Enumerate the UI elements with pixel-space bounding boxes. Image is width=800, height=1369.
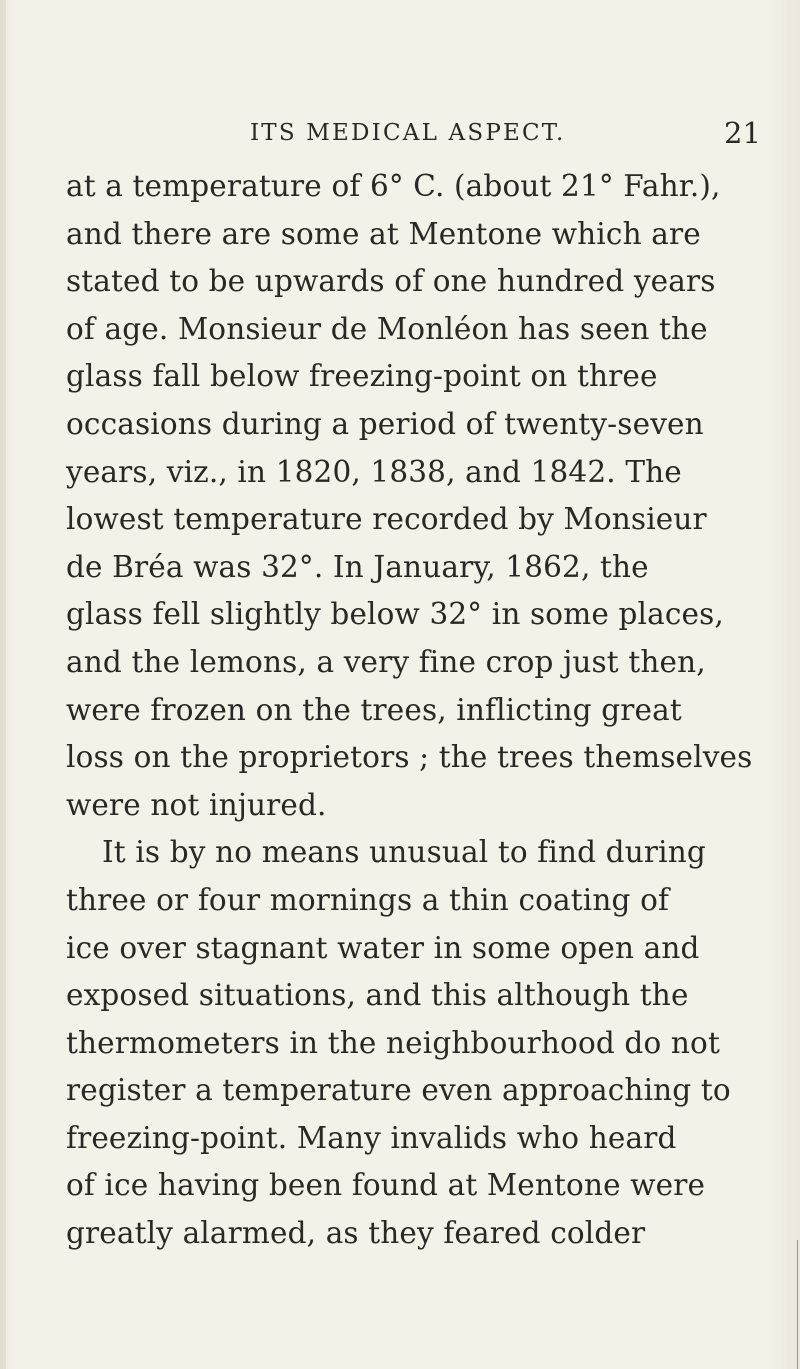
text-line: exposed situations, and this although the <box>66 978 689 1013</box>
text-line: three or four mornings a thin coating of <box>66 882 670 917</box>
text-line: and there are some at Mentone which are <box>66 216 701 251</box>
text-line: and the lemons, a very fine crop just then, <box>66 644 706 679</box>
text-line: years, viz., in 1820, 1838, and 1842. The <box>66 454 682 489</box>
body-text <box>66 163 766 1258</box>
page-left-edge <box>0 0 6 1369</box>
page-edge-rule <box>797 1240 798 1369</box>
running-head <box>0 113 800 153</box>
text-line: freezing-point. Many invalids who heard <box>66 1120 677 1155</box>
text-line: loss on the proprietors ; the trees themselves <box>66 740 753 775</box>
text-line: ice over stagnant water in some open and <box>66 930 700 965</box>
text-line: thermometers in the neighbourhood do not <box>66 1025 720 1060</box>
text-line: occasions during a period of twenty-seven <box>66 406 704 441</box>
text-line: of age. Monsieur de Monléon has seen the <box>66 311 708 346</box>
page-number: 21 <box>724 116 761 150</box>
text-line: were frozen on the trees, inflicting great <box>66 692 682 727</box>
text-line: of ice having been found at Mentone were <box>66 1168 706 1203</box>
paragraph-start-line: It is by no means unusual to find during <box>102 835 706 870</box>
text-line: stated to be upwards of one hundred years <box>66 264 716 299</box>
text-line: glass fall below freezing-point on three <box>66 359 658 394</box>
text-line: glass fell slightly below 32° in some places, <box>66 597 724 632</box>
text-line: de Bréa was 32°. In January, 1862, the <box>66 549 649 584</box>
text-line: were not injured. <box>66 787 327 822</box>
text-line: at a temperature of 6° C. (about 21° Fahr.), <box>66 169 721 203</box>
running-title: ITS MEDICAL ASPECT. <box>250 120 566 146</box>
text-line: register a temperature even approaching to <box>66 1073 731 1108</box>
text-line: lowest temperature recorded by Monsieur <box>66 502 707 537</box>
text-line: greatly alarmed, as they feared colder <box>66 1216 646 1251</box>
